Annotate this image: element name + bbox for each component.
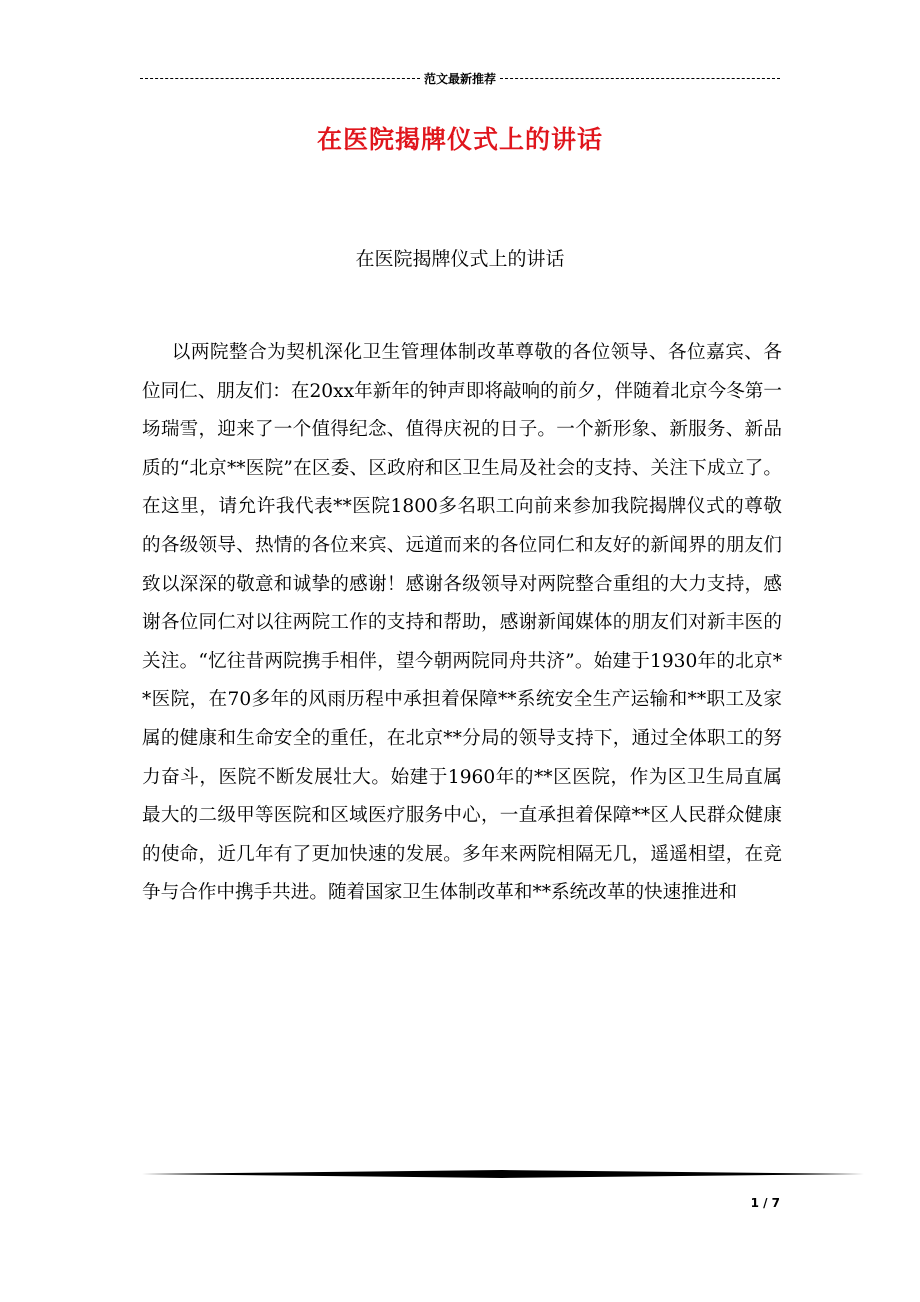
document-title: 在医院揭牌仪式上的讲话	[316, 125, 603, 154]
document-subtitle: 在医院揭牌仪式上的讲话	[355, 248, 565, 270]
header-label: 范文最新推荐	[424, 71, 497, 86]
footer-divider	[142, 1170, 864, 1178]
header-divider	[140, 68, 780, 88]
page-number: 1 / 7	[750, 1196, 780, 1210]
body-paragraph: 以两院整合为契机深化卫生管理体制改革尊敬的各位领导、各位嘉宾、各位同仁、朋友们：在20xx年新年的钟声即将敲响的前夕，伴随着北京今冬第一场瑞雪，迎来了一个值得纪念、值得庆祝的日子。一个新形象、新服务、新品质的“北京**医院”在区委、区政府和区卫生局及社会的支持、关注下成立了。在这里，请允许我代表**医院1800多名职工向前来参加我院揭牌仪式的尊敬的各级领导、热情的各位来宾、远道而来的各位同仁和友好的新闻界的朋友们致以深深的敬意和诚挚的感谢！感谢各级领导对两院整合重组的大力支持，感谢各位同仁对以往两院工作的支持和帮助，感谢新闻媒体的朋友们对新丰医的关注。“忆往昔两院携手相伴，望今朝两院同舟共济”。始建于1930年的北京**医院，在70多年的风雨历程中承担着保障**系统安全生产运输和**职工及家属的健康和生命安全的重任，在北京**分局的领导支持下，通过全体职工的努力奋斗，医院不断发展壮大。始建于1960年的**区医院，作为区卫生局直属最大的二级甲等医院和区域医疗服务中心，一直承担着保障**区人民群众健康的使命，近几年有了更加快速的发展。多年来两院相隔无几，遥遥相望，在竞争与合作中携手共进。随着国家卫生体制改革和**系统改革的快速推进和	[142, 342, 782, 904]
header-dash-right	[500, 78, 780, 79]
header-dash-left	[140, 78, 420, 79]
